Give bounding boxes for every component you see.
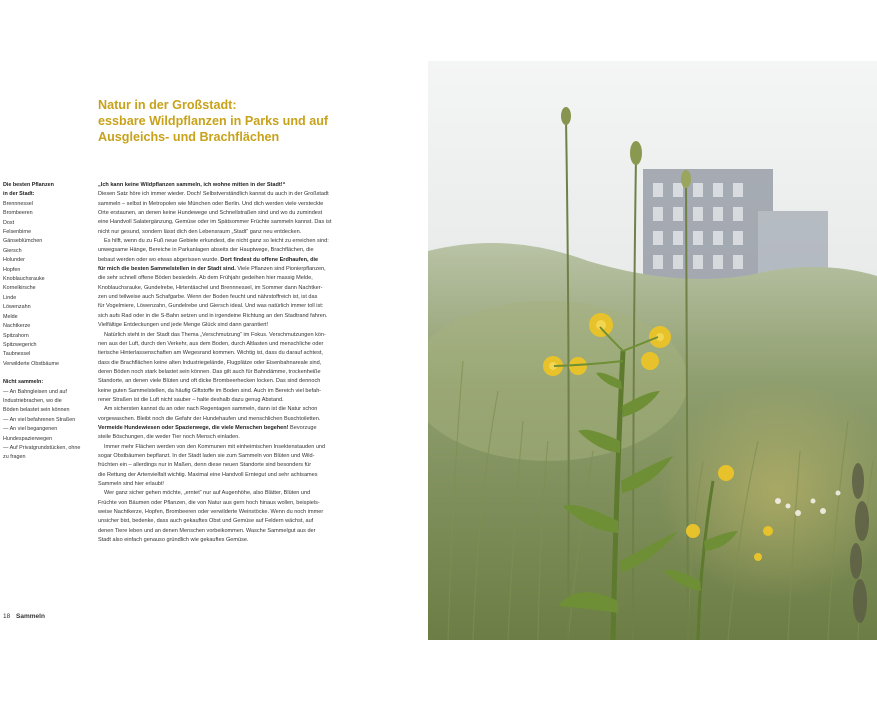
- avoid-item: Industriebrachen, wo die: [3, 397, 62, 404]
- evening-primrose-photo: [428, 61, 877, 640]
- avoid-title: Nicht sammeln:: [3, 379, 44, 386]
- plant-item: Verwilderte Obstbäume: [3, 360, 60, 367]
- plant-item: Giersch: [3, 247, 22, 254]
- plant-item: Dost: [3, 219, 15, 226]
- paragraph-4-tail: Bevorzuge: [288, 424, 317, 431]
- text-line: die Rettung der Artenvielfalt wichtig. Maximal eine Handvoll Erntegut und sehr achtsames: [98, 471, 318, 478]
- heading-line-2: essbare Wildpflanzen in Parks und auf: [98, 114, 329, 128]
- text-line: Natürlich steht in der Stadt das Thema „Verschmutzung“ im Fokus. Verschmutzungen kön-: [104, 331, 326, 338]
- plant-item: Spitzwegerich: [3, 341, 37, 348]
- plant-list: [3, 200, 93, 369]
- chapter-heading: [98, 97, 398, 145]
- text-line: sogar Obstbäumen bepflanzt. In der Stadt laden sie zum Sammeln von Blüten und Wild-: [98, 452, 315, 459]
- paragraph-1: [98, 190, 373, 237]
- text-line: Orte erstaunen, an denen keine Hundewege und Schnellstraßen sind und wo du zumindest: [98, 210, 323, 217]
- text-line: keine guten Sammelstellen, da häufig Giftstoffe im Boden sind. Auch im Bereich viel befah-: [98, 387, 322, 394]
- avoid-item: — Auf Privatgrundstücken, ohne: [3, 444, 81, 451]
- paragraph-3: [98, 331, 373, 406]
- avoid-item: — An viel befahrenen Straßen: [3, 416, 76, 423]
- text-line: sammeln – selbst in Metropolen wie München oder Berlin. Und dich werden viele versteckte: [98, 200, 324, 207]
- paragraph-2-tail: Viele Pflanzen sind Pionierpflanzen,: [235, 266, 326, 273]
- avoid-item: Hundespazierwegen: [3, 435, 53, 442]
- text-line: steile Böschungen, die weder Tier noch Mensch einladen.: [98, 434, 240, 441]
- text-line: Wer ganz sicher gehen möchte, „erntet“ nur auf Augenhöhe, also Blätter, Blüten und: [104, 490, 311, 497]
- text-line: Vielfältige Entdeckungen und jede Menge Glück sind dann garantiert!: [98, 322, 269, 329]
- page-number: 18: [3, 613, 11, 620]
- text-line: für Vogelmiere, Löwenzahn, Gundelrebe und Giersch ideal. Und was natürlich immer toll ist:: [98, 303, 324, 310]
- text-line: Stadt also einfach genauso gründlich wie gekauftes Gemüse.: [98, 537, 249, 544]
- plant-item: Linde: [3, 294, 17, 301]
- plant-item: Holunder: [3, 257, 25, 264]
- avoid-item: — An Bahngleisen und auf: [3, 388, 67, 395]
- plant-item: Knoblauchsrauke: [3, 276, 45, 283]
- plant-item: Gänseblümchen: [3, 238, 43, 245]
- text-line: tierische Hinterlassenschaften am Wegesrand kommen. Wichtig ist, dass du darauf achtest,: [98, 350, 323, 357]
- text-line: denen Tiere leben und an denen Menschen vorbeikommen. Wasche Sammelgut aus der: [98, 527, 316, 534]
- text-line: dass die Brachflächen keine alten Industriegelände, Flugplätze oder Eisenbahnareale sind,: [98, 359, 322, 366]
- avoid-item: — An viel begangenen: [3, 426, 58, 433]
- text-line: unsicher bist, bedenke, dass auch gekauftes Obst und Gemüse auf Feldern wächst, auf: [98, 518, 314, 525]
- text-line: die sehr schnell offene Böden besiedeln. Ab dem Frühjahr gedeihen hier massig Melde,: [98, 275, 313, 282]
- plant-item: Löwenzahn: [3, 304, 31, 311]
- avoid-item: zu fragen: [3, 454, 26, 461]
- paragraph-2-emphasis: Dort findest du offene Erdhaufen, die: [220, 256, 319, 263]
- text-line: deren Böden noch stark belastet sein können. Das gilt auch für Bahndämme, trockenheiße: [98, 368, 321, 375]
- paragraph-2-emphasis-2: für mich die besten Sammelstellen in der Stadt sind.: [98, 266, 236, 273]
- plant-item: Nachtkerze: [3, 323, 31, 330]
- text-line: weise Nachtkerze, Hopfen, Brombeeren oder verwilderte Weinstöcke. Wenn du noch immer: [98, 509, 324, 516]
- text-line: Am sichersten kannst du an oder nach Regentagen sammeln, dann ist die Natur schon: [104, 406, 318, 413]
- text-line: vorgewaschen. Bleibt noch die Gefahr der Hundehaufen und menschlichen Buschtoiletten.: [98, 415, 321, 422]
- plant-item: Spitzahorn: [3, 332, 29, 339]
- paragraph-2: [98, 237, 373, 256]
- text-line: Standorte, an denen viele Blüten und oft dicke Brombeerhecken locken. Das sind dennoch: [98, 378, 321, 385]
- plant-item: Brennnessel: [3, 200, 33, 207]
- avoid-list: [3, 388, 93, 463]
- plant-item: Melde: [3, 313, 18, 320]
- avoid-item: Böden belastet sein können: [3, 407, 70, 414]
- text-line: früchten ein – allerdings nur in Maßen, denn diese neuen Standorte sind besonders für: [98, 462, 312, 469]
- text-line: nicht nur gesund, sondern lässt dich den Lebensraum „Stadt“ ganz neu entdecken.: [98, 228, 302, 235]
- plant-item: Hopfen: [3, 266, 21, 273]
- paragraph-5: [98, 443, 373, 490]
- section-name: Sammeln: [16, 613, 45, 620]
- plant-item: Kornelkirsche: [3, 285, 36, 292]
- sidebar-title-2: in der Stadt:: [3, 191, 35, 198]
- heading-line-3: Ausgleichs- und Brachflächen: [98, 130, 280, 144]
- sidebar-title: Die besten Pflanzen: [3, 182, 54, 188]
- photo-illustration: [428, 61, 877, 640]
- text-line: Immer mehr Flächen werden von den Kommunen mit einheimischen Insektenstauden und: [104, 443, 326, 450]
- paragraph-2-line: bebaut werden oder wo etwas abgerissen wurde.: [98, 256, 219, 263]
- text-line: Knoblauchsrauke, Gundelrebe, Hirtentäschel und Brennnessel, im Sommer dann Nachtker-: [98, 284, 323, 291]
- text-line: zen und teilweise auch Schafgarbe. Wenn der Boden feucht und nährstoffreich ist, ist das: [98, 294, 318, 301]
- text-line: eine Handvoll Salatergänzung, Gemüse oder im Spätsommer Früchte sammeln kannst. Das ist: [98, 219, 332, 226]
- text-line: rener Straßen ist die Luft nicht sauber – halte deshalb dazu genug Abstand.: [98, 396, 284, 403]
- text-line: Sammeln sind hier erlaubt!: [98, 481, 164, 487]
- page-footer: [3, 613, 45, 620]
- plant-item: Felsenbirne: [3, 229, 32, 236]
- paragraph-6: [98, 489, 373, 545]
- plant-item: Brombeeren: [3, 210, 33, 217]
- paragraph-4-rest: [98, 433, 373, 442]
- text-line: unwegsame Hänge, Bereiche in Parkanlagen abseits der Hauptwege, Brachflächen, die: [98, 247, 314, 254]
- text-line: Früchte von Bäumen oder Pflanzen, die von Natur aus gern hoch hinaus wollen, beispiels-: [98, 499, 320, 506]
- lead-sentence: „Ich kann keine Wildpflanzen sammeln, ich wohne mitten in der Stadt!“: [98, 182, 286, 188]
- text-line: nen aus der Luft, durch den Verkehr, aus dem Boden, durch Altlasten und menschliche oder: [98, 340, 324, 347]
- text-line: Es hilft, wenn du zu Fuß neue Gebiete erkundest, die nicht ganz so leicht zu erreichen sind:: [104, 238, 329, 245]
- text-line: Diesen Satz höre ich immer wieder. Doch! Selbstverständlich kannst du auch in der Großstadt: [98, 191, 329, 198]
- paragraph-4: [98, 405, 373, 424]
- heading-line-1: Natur in der Großstadt:: [98, 98, 237, 112]
- paragraph-4-emphasis: Vermeide Hundewiesen oder Spazierwege, die viele Menschen begehen!: [98, 424, 289, 431]
- body-text: [98, 181, 373, 545]
- paragraph-2-rest: [98, 274, 373, 330]
- text-line: sich aufs Rad oder in die S-Bahn setzen und in irgendeine Richtung an den Stadtrand fahren.: [98, 312, 328, 319]
- sidebar-box: [3, 181, 93, 463]
- plant-item: Taubnessel: [3, 351, 31, 358]
